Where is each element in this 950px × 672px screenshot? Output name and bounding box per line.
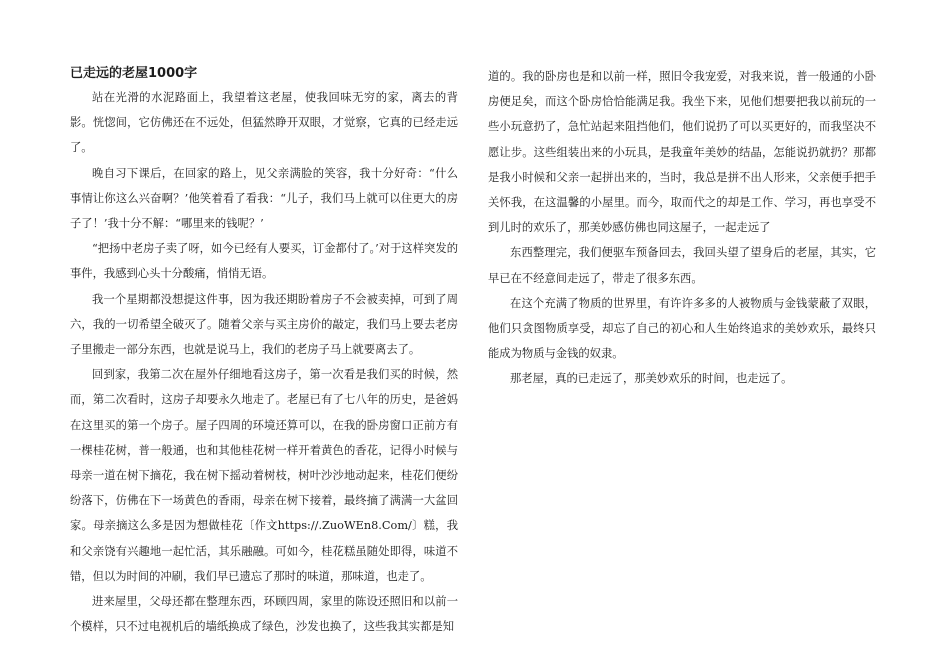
paragraph: 在这个充满了物质的世界里，有许许多多的人被物质与金钱蒙蔽了双眼，他们只贪图物质享受，却忘了自己的初心和人生始终追求的美妙欢乐，最终只能成为物质与金钱的奴隶。: [488, 296, 876, 361]
paragraph: 晚自习下课后，在回家的路上，见父亲满脸的笑容，我十分好奇：“什么事情让你这么兴奋啊？’他笑着看了看我：“儿子，我们马上就可以住更大的房子了！’我十分不解：“哪里来的钱呢？’: [70, 166, 458, 231]
right-column: [488, 64, 876, 392]
paragraph: 回到家，我第二次在屋外仔细地看这房子，第一次看是我们买的时候，然而，第二次看时，这房子却要永久地走了。老屋已有了七八年的历史，是爸妈在这里买的第一个房子。屋子四周的环境还算可以，在我的卧房窗口正前方有一棵桂花树，普一般通，也和其他桂花树一样开着黄色的香花，记得小时候与母亲一道在树下摘花，我在树下摇动着树枝，树叶沙沙地动起来，桂花们便纷纷落下，仿佛在下一场黄色的香雨，母亲在树下接着，最终摘了满满一大盆回家。母亲摘这么多是因为想做桂花〔作文https://.ZuoWEn8.Com/〕糕，我和父亲饶有兴趣地一起忙活，其乐融融。可如今，桂花糕虽随处即得，味道不错，但以为时间的冲刷，我们早已遗忘了那时的味道，那味道，也走了。: [70, 368, 458, 583]
paragraph: 站在光滑的水泥路面上，我望着这老屋，使我回味无穷的家，离去的背影。恍惚间，它仿佛还在不远处，但猛然睁开双眼，才觉察，它真的已经走远了。: [70, 91, 458, 155]
left-column: [70, 64, 458, 639]
paragraph: 东西整理完，我们便驱车预备回去，我回头望了望身后的老屋，其实，它早已在不经意间走远了，带走了很多东西。: [488, 246, 876, 285]
paragraph: 那老屋，真的已走远了，那美妙欢乐的时间，也走远了。: [510, 372, 793, 386]
paragraph: “把扬中老房子卖了呀，如今已经有人要买，订金都付了。’对于这样突发的事件，我感到心头十分酸痛，悄悄无语。: [70, 242, 458, 281]
paragraph: 进来屋里，父母还都在整理东西，环顾四周，家里的陈设还照旧和以前一个模样，只不过电视机后的墙纸换成了绿色，沙发也换了，这些我其实都是知: [70, 595, 458, 634]
document-title: 已走远的老屋1000字: [70, 66, 198, 81]
paragraph: 我一个星期都没想提这件事，因为我还期盼着房子不会被卖掉，可到了周六，我的一切希望全破灭了。随着父亲与买主房价的敲定，我们马上要去老房子里搬走一部分东西，也就是说马上，我们的老房子马上就要离去了。: [70, 292, 458, 357]
paragraph-continued: 道的。我的卧房也是和以前一样，照旧令我宠爱，对我来说，普一般通的小卧房便足矣，而这个卧房恰恰能满足我。我坐下来，见他们想要把我以前玩的一些小玩意扔了，急忙站起来阻挡他们，他们说扔了可以买更好的，而我坚决不愿让步。这些组装出来的小玩具，是我童年美妙的结晶，怎能说扔就扔？那都是我小时候和父亲一起拼出来的，当时，我总是拼不出人形来，父亲便手把手关怀我，在这温馨的小屋里。而今，取而代之的却是工作、学习，再也享受不到儿时的欢乐了，那美妙感仿佛也同这屋子，一起走远了: [488, 70, 876, 235]
